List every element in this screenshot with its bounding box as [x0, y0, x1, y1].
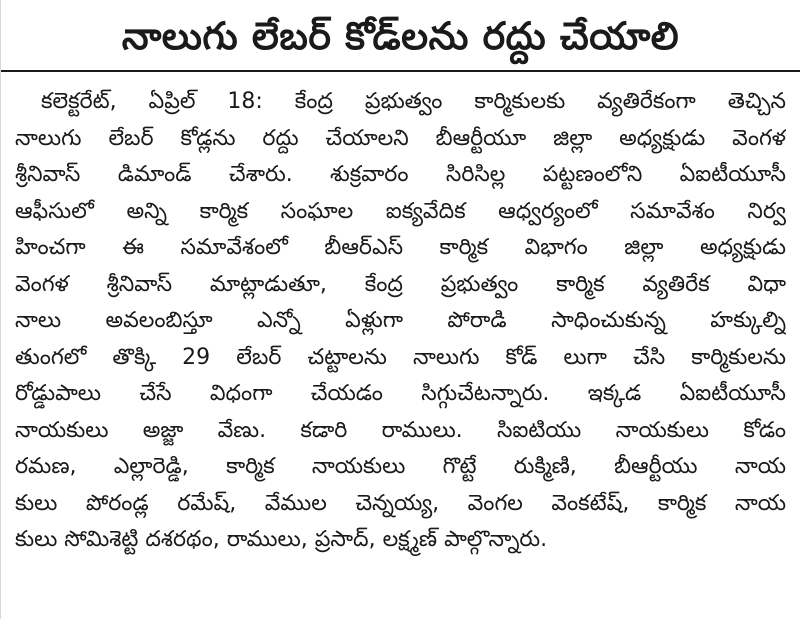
article-headline: నాలుగు లేబర్ కోడ్‌లను రద్దు చేయాలి [121, 14, 680, 58]
headline-divider [1, 70, 800, 72]
article-line-12: కులు పోరండ్ల రమేష్, వేముల చెన్నయ్య, వెంగల వెంకటేష్, కార్మిక నాయ [15, 490, 786, 516]
article-line-8: తుంగలో తొక్కి 29 లేబర్ చట్టాలను నాలుగు కోడ్ లుగా చేసి కార్మికులను [15, 344, 786, 370]
article-line-9: రోడ్డుపాలు చేసే విధంగా చేయడం సిగ్గుచేటన్నారు. ఇక్కడ ఏఐటీయూసీ [15, 381, 786, 406]
article-body [15, 84, 786, 559]
article-line-4: ఆఫీసులో అన్ని కార్మిక సంఘాల ఐక్యవేదిక ఆధ్వర్యంలో సమావేశం నిర్వ [15, 198, 786, 224]
article-line-3: శ్రీనివాస్ డిమాండ్ చేశారు. శుక్రవారం సిరిసిల్ల పట్టణంలోని ఏఐటీయూసీ [15, 162, 786, 187]
article-line-1: కలెక్టరేట్, ఏప్రిల్ 18: కేంద్ర ప్రభుత్వం కార్మికులకు వ్యతిరేకంగా తెచ్చిన [41, 89, 786, 114]
article-line-7: నాలు అవలంబిస్తూ ఎన్నో ఏళ్లుగా పోరాడి సాధించుకున్న హక్కుల్ని [15, 308, 786, 333]
article-line-11: రమణ, ఎల్లారెడ్డి, కార్మిక నాయకులు గొట్టే రుక్మిణి, బీఆర్టీయు నాయ [15, 454, 786, 479]
article-line-10: నాయకులు అజ్జా వేణు. కడారి రాములు. సిఐటియు నాయకులు కోడం [15, 417, 786, 443]
article-line-2: నాలుగు లేబర్ కోడ్లను రద్దు చేయాలని బీఆర్టీయూ జిల్లా అధ్యక్షుడు వెంగళ [15, 125, 786, 151]
article-line-5: హించగా ఈ సమావేశంలో బీఆర్ఎస్ కార్మిక విభాగం జిల్లా అధ్యక్షుడు [15, 235, 786, 260]
article-line-6: వెంగళ శ్రీనివాస్ మాట్లాడుతూ, కేంద్ర ప్రభుత్వం కార్మిక వ్యతిరేక విధా [15, 271, 786, 297]
article-line-13: కులు సోమిశెట్టి దశరథం, రాములు, ప్రసాద్, లక్ష్మణ్ పాల్గొన్నారు. [15, 527, 548, 552]
